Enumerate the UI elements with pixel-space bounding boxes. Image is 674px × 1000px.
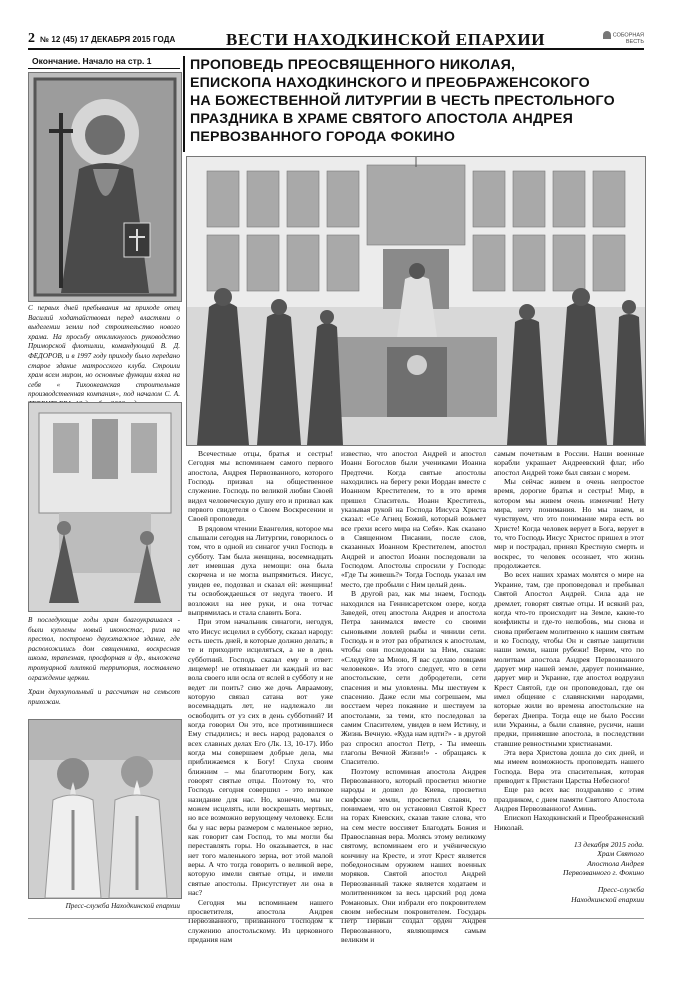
headline-line-2: ЕПИСКОПА НАХОДКИНСКОГО И ПРЕОБРАЖЕНСОКОГО: [190, 75, 590, 91]
photo-credit-left: Пресс-служба Находкинской епархии: [65, 902, 180, 910]
church-dome-icon: [603, 31, 611, 39]
left-sidebar: [28, 56, 180, 918]
icon-photo-apostle-andrew: [28, 72, 182, 302]
page-header: [28, 30, 644, 50]
photo-caption-capacity: Храм двухкупольный и рассчитан на семьсот прихожан.: [28, 688, 180, 706]
newspaper-title: ВЕСТИ НАХОДКИНСКОЙ ЕПАРХИИ: [226, 30, 546, 49]
signature-place: Первозванного г. Фокино: [562, 867, 644, 877]
apostle-icon-image: [29, 73, 181, 301]
article-column-3: [494, 449, 644, 918]
paragraph: Мы сейчас живем в очень непростое время, дорогие братья и сестры! Мир, в котором мы живем очень изменчив! Нету мира, нету понимания. Но мы знаем, и чувствуем, что это понимание мира есть во Христе! Когда человек верует в Бога, верует в то, что Господь Иисус Христос пришел в этот мир и пострадал, принял Крестную смерть и воскрес, то человек осознает, что жизнь продолжается.: [494, 477, 644, 571]
signature-place: Апостола Андрея: [587, 858, 644, 868]
paragraph: Епископ Находкинский и Преображенский Николай.: [494, 813, 644, 832]
logo-text: СОБОРНАЯ ВЕСТЬ: [612, 32, 644, 46]
paragraph: Еще раз всех вас поздравляю с этим праздником, с днем памяти Святого Апостола Андрея Первозванного! Аминь.: [494, 785, 644, 814]
page-number: 2: [28, 31, 35, 46]
newspaper-logo: [588, 31, 644, 47]
paragraph: самым почетным в России. Наши военные корабли украшает Андреевский флаг, ибо апостол Андрей тоже был связан с морем.: [494, 449, 644, 477]
paragraph: В другой раз, как мы знаем, Господь находился на Геннисаретском озере, когда Заведей, отец апостола Андрея и апостола Петра занимался вместе со своими сыновьями ловлей рыбы и чинили сети. Господь и в этот раз обратился к апостолам, чтобы они последовали за Ним, сказав: «Следуйте за Мною, Я вас сделаю ловцами человеков». Из этого следует, что в сети апостольские, сети добродетели, сети спасения и мы уловлены. Мы шествуем к спасению. Даже если мы согрешаем, мы восстаем через покаяние и шествуем за апостолами, за теми, кто последовал за самим Спасителем, увидев в нем Истину, и Жизнь Вечную. «Куда нам идти?» - в другой раз спросил апостол Петр, - Ты имеешь глаголы Вечной Жизни!» - обращаясь к Спасителю.: [341, 589, 486, 767]
headline-bar: [183, 56, 185, 152]
headline-line-5: ПЕРВОЗВАННОГО ГОРОДА ФОКИНО: [190, 129, 456, 145]
paragraph: Эта вера Христова дошла до сих дней, и мы имеем возможность проповедать нашего Господа. Вера эта спасительная, которая приводит к Пристани Царства Небесного!: [494, 748, 644, 786]
headline-line-4: ПРАЗДНИКА В ХРАМЕ СВЯТОГО АПОСТОЛА АНДРЕЯ: [190, 111, 574, 127]
photo-caption-history: С первых дней пребывания на приходе отец Василий ходатайствовал перед властями о выделении земли под строительство нового храма. На просьбу откликнулось руководство Приморской флотилии, командующий В. Д. ФЕДОРОВ, и в 1997 году приходу было передано старое здание матросского клуба. Строили храм всем миром, но основные функции взяла на себя « Тихоокеанская строительная производственная компания», под началом С. А.: [28, 304, 180, 399]
liturgy-photo: [186, 156, 646, 446]
signature-date: 13 декабря 2015 года.: [573, 840, 644, 850]
liturgy-image: [187, 157, 645, 445]
signature-press: Находкинской епархии: [571, 894, 644, 904]
interior-image: [29, 403, 181, 611]
church-interior-photo: [28, 402, 182, 612]
signature-press: Пресс-служба: [597, 885, 644, 895]
clergy-image: [29, 720, 181, 898]
paragraph: Во всех наших храмах молятся о мире на Украине, там, где проповедовал и пребывал Святой Апостол Андрей. Сила ада не дремлет, говорят святые отцы. И всякий раз, когда что-то происходит на Земле, какие-то конфликты и где-то нелюбовь, мы снова и снова прибегаем молитвенно к нашим святым и ко Господу, чтобы Он и святые защитили наши земли, наши рубежи! Верим, что по молитвам апостола Андрея Первозванного дарует мир нашей земле, дарует понимание, дарует мир и Украине, где апостол водрузил Крест Святой, где он проповедовал, где он имел общение с славянскими народами, которые жили во времена апостольские на берегах Днепра. Тогда еще не было России или Украины, а были славяне, русичи, наши предки, принявшие апостола, в последствии ставшие ревностными христианами.: [494, 570, 644, 748]
clergy-portrait-photo: [28, 719, 182, 899]
paragraph: Поэтому вспоминая апостола Андрея Первозванного, который просветил многие народы и дошел до Киева, просветил скифские земли, просветил славян, то понимаем, что он установил Святой Крест на горах Киевских, сказав такие слова, что на сем месте воссияет Благодать Божия и Православная вера. Молясь этому великому святому, вспоминаем его и учёническую кончину на Кресте, и этот Крест является победоносным оружием наших военных моряков. Святой апостол Андрей Первозванный также является ходатаем и молитвенником за весь царский род дома Романовых. Они избрали его покровителем своим небесным покровителем. Государь Петр Первый создал орден Андрея Первозванного, являющимся самым великим и: [341, 766, 486, 944]
continuation-note: Окончание. Начало на стр. 1: [28, 56, 180, 69]
headline-line-1: ПРОПОВЕДЬ ПРЕОСВЯЩЕННОГО НИКОЛАЯ,: [190, 57, 516, 73]
paragraph: При этом начальник синагоги, негодуя, что Иисус исцелил в субботу, сказал народу: есть шесть дней, в которые должно делать; в те и приходите исцеляться, а не в день субботний. Господь сказал ему в ответ: лицемер! не отвязывает ли каждый из вас вола своего или осла от яслей в субботу и не ведет ли поить? сию же дочь Авраамову, которую связал сатана вот уже восемнадцать лет, не надлежало ли освободить от уз сих в день субботний? И когда говорил Он это, все противившиеся Ему стыдились; и весь народ радовался о всех славных делах Его (Лк. 13, 10-17). Ибо когда мы совершаем добрые дела, мы приближаемся к Богу! Слуха своим ближним – мы благотворим Богу, как говорят святые отцы. Поэтому то, что Господь сегодня совершил - это великое назидание для нас. Но, конечно, мы не можем исцелять, или воскрешать мертвых, но все возможно верующему человеку. Если бы у нас веры размером с маленькое зерно, как говорит сам Господ, то мы могли бы переставлять горы. Но оказывается, в нас нет того маленького зерна, вот этой малой веры. А что тогда говорить о великой вере, которую имели святые отцы, и имели святые апостолы. Присутствует ли она в нас?: [188, 617, 333, 898]
article-column-2: [341, 449, 486, 944]
issue-info: № 12 (45) 17 ДЕКАБРЯ 2015 ГОДА: [40, 35, 176, 44]
article-headline: [186, 56, 644, 146]
paragraph: известно, что апостол Андрей и апостол Иоанн Богослов были учениками Иоанна Предтечи. Когда святые апостолы находились на берегу реки Иордан вместе с Иоанном Крестителем, то в это время пришел Спаситель. Иоанн Креститель, указывая рукой на Господа Иисуса Христа сказал: «Се Агнец Божий, который возьмет все грехи всего мира на Себя». Как сказано в Священном Писании, после слов, сказанных Иоанном Крестителем, апостол Андрей и апостол Иоанн последовали за Господом. Апостолы спросили у Господа: «Где Ты живешь?» Тогда Господь указал им место, где пробыли с Ним целый день.: [341, 449, 486, 589]
article-signature: [494, 840, 644, 904]
signature-place: Храм Святого: [597, 849, 644, 859]
article-column-1: [188, 449, 333, 944]
paragraph: В рядовом чтении Евангелия, которое мы слышали сегодня на Литургии, говорилось о том, что в одной из синагог учил Господь в субботу. Там была женщина, восемнадцать лет имевшая духа немощи: она была скорчена и не могла выпрямиться. Иисус, увидев ее, подозвал и сказал ей: женщина! ты освобождаешься от недуга твоего. И возложил на нее руки, и она тотчас выпрямилась и стала славить Бога.: [188, 523, 333, 617]
bottom-rule: [28, 918, 644, 919]
headline-line-3: НА БОЖЕСТВЕННОЙ ЛИТУРГИИ В ЧЕСТЬ ПРЕСТОЛЬНОГО: [190, 93, 615, 109]
photo-caption-improvements: В последующие годы храм благоукрашался - были куплены новый иконостас, риза на престол, построено двухэтажное здание, где расположились дом священника, воскресная школа, трапезная, просфорная и др., выложена тротуарной плиткой территория, поставлено ограждение церкви.: [28, 616, 180, 682]
paragraph: Всечестные отцы, братья и сестры! Сегодня мы вспоминаем самого первого апостола, Андрея Первозванного, которого Господь призвал на общественное служение. Господь по великой любви Своей видел человеческую душу его и призвал как первого свидетеля о Своем Воскресении и Своей проповеди.: [188, 449, 333, 524]
paragraph: Сегодня мы вспоминаем нашего просветителя, апостола Андрея Первозванного, призванного Господом к служению апостольскому. Из церковного предания нам: [188, 897, 333, 944]
